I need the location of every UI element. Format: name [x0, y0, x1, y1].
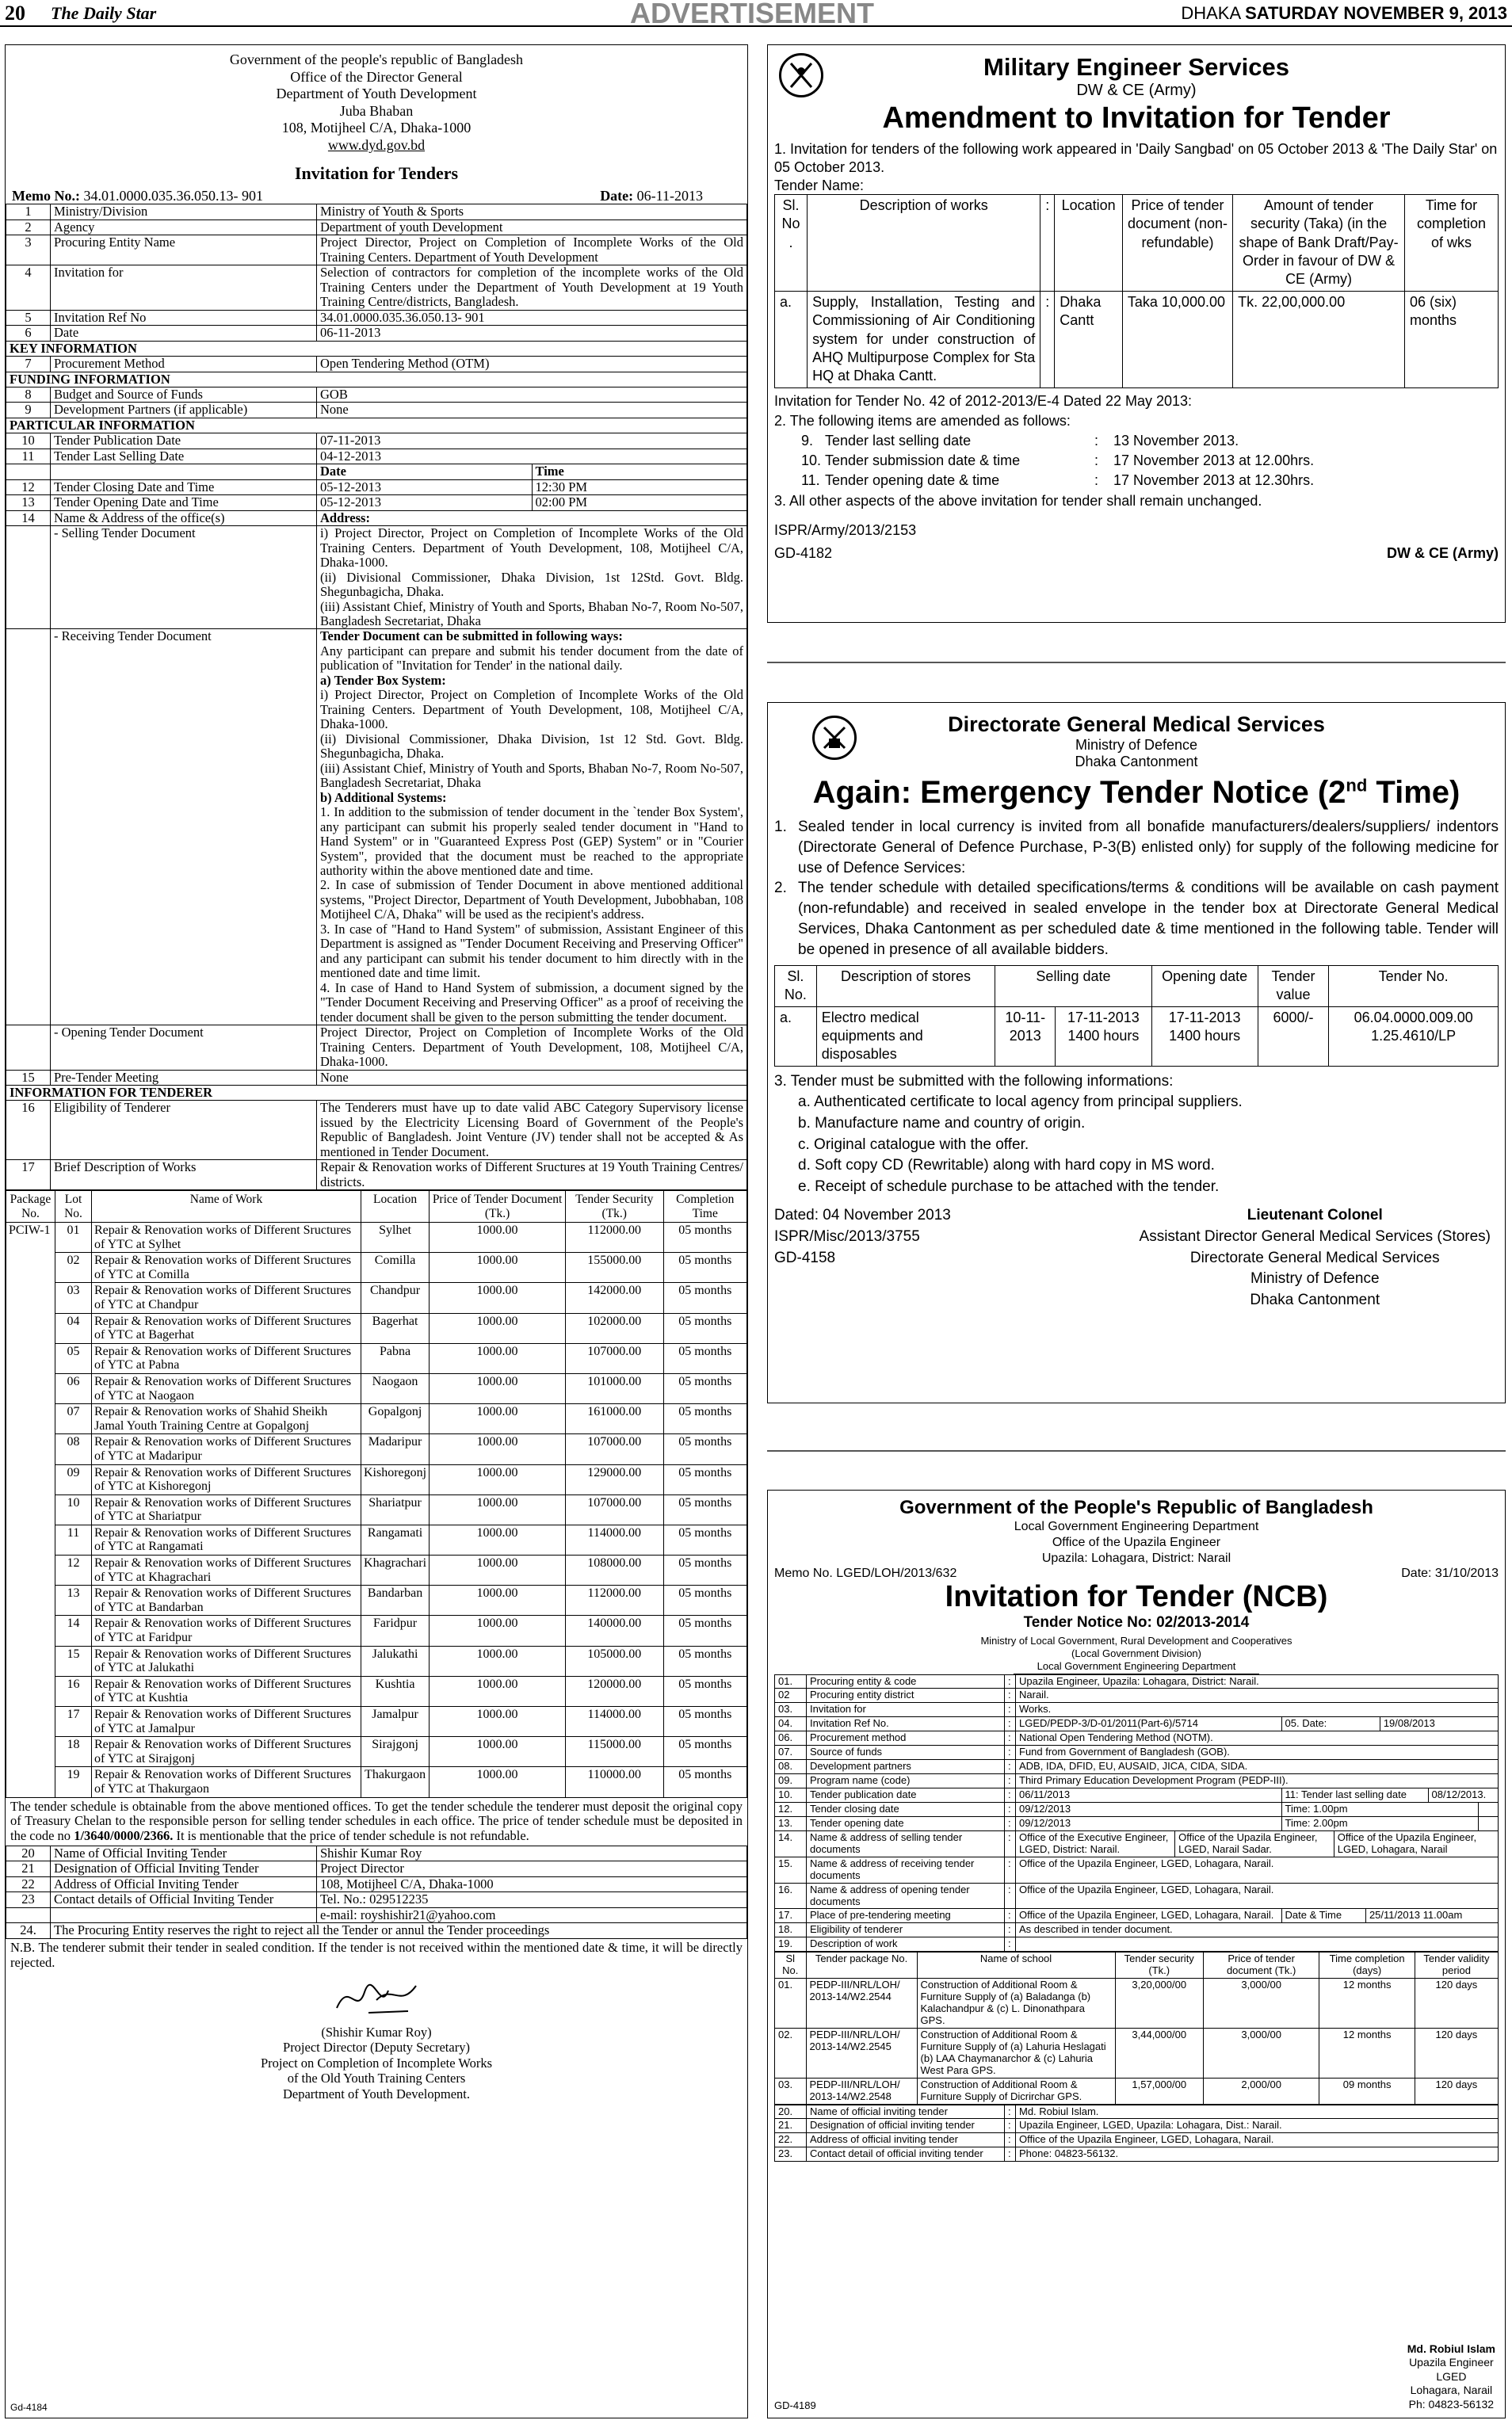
page-header	[0, 0, 1512, 27]
column-header: :	[1040, 194, 1055, 291]
table-row: 04 Repair & Renovation works of Different Sructures of YTC at Bagerhat Bagerhat 1000.00 102000.00 05 months	[6, 1313, 747, 1343]
column-header: Price of Tender Document (Tk.)	[430, 1191, 566, 1223]
dgms-signature: Lieutenant Colonel Assistant Director General Medical Services (Stores) Directorate General Medical Services Ministry of Defence Dhaka Cantonment	[1139, 1207, 1491, 1308]
table-row: 05 Repair & Renovation works of Different Sructures of YTC at Pabna Pabna 1000.00 107000.00 05 months	[6, 1343, 747, 1373]
column-header: Price of tender document (non-refundable)	[1122, 194, 1232, 291]
column-header: Name of Work	[92, 1191, 361, 1223]
dgms-title: Directorate General Medical Services	[948, 712, 1325, 736]
email-link[interactable]: e-mail: royshishir21@yahoo.com	[317, 1907, 747, 1922]
mes-emblem-icon	[779, 53, 823, 97]
dyd-tender-ad	[5, 44, 748, 2418]
lged-tender-ad: Government of the People's Republic of Bangladesh Local Government Engineering Department Office of the Upazila Engineer Upazila: Lohagara, District: Narail Memo No. LGED/LOH/2013/632 Date: 31/10/2013 Invitation for Tender (NCB) Tender Notice No: 02/2013-2014 Ministry of Local Government, Rural Development and Cooperatives (Local Government Division) Local Government Engineering Department 01. Procuring entity & code : Upazila Engineer, Upazila: Lohagara, District: Narail. 02 Procuring entity district : Narail. 03. Invitation for : Works. 04. Invitation Ref No. : LGED/PEDP-3/D-01/2011(Part-6)/5714 05. Date: 19/08/2013 06. Procurement method : National Open Tendering Method (NOTM). 07. Source of funds : Fund from Government of Bangladesh (GOB). 08. Development partners : ADB, IDA, DFID, EU, AUSAID, JICA, CIDA, SIDA. 09. Program name (code) : Third Primary Education Development Program (PEDP-III). 10. Tender publication date : 06/11/2013 11: Tender last selling date 08/12/2013. 12. Tender closing date : 09/12/2013 Time: 1.00pm 13. Tender opening date : 09/12/2013 Time: 2.00pm 14. Name & address of selling tender documents : Office of the Executive Engineer, LGED, District: Narail. Office of the Upazila Engineer, LGED, Narail Sadar. Office of the Upazila Engineer, LGED, Lohagara, Narail 15. Name & address of receiving tender documents : Office of the Upazila Engineer, LGED, Lohagara, Narail. 16. Name & address of opening tender documents : Office of the Upazila Engineer, LGED, Lohagara, Narail. 17. Place of pre-tendering meeting : Office of the Upazila Engineer, LGED, Lohagara, Narail. Date & Time 25/11/2013 11.00am 18. Eligibility of tenderer : As described in tender document. 19. Description of work : Sl No. Tender package No. Name of school Tender security (Tk.) Price of tender document (Tk.) Time completion (days) Tender validity period 01. PEDP-III/NRL/LOH/ 2013-14/W2.2544 Construction of Additional Room & Furniture Supply of (a) Baladanga (b) Kalachandpur & (c) L. Dinonathpara GPS. 3,20,000/00 3,000/00 12 months 120 days 02. PEDP-III/NRL/LOH/ 2013-14/W2.2545 Construction of Additional Room & Furniture Supply of (a) Lahuria Heslagati (b) LAA Chaymanarchor & (c) Lahuria West Para GPS. 3,44,000/00 3,000/00 12 months 120 days 03. PEDP-III/NRL/LOH/ 2013-14/W2.2548 Construction of Additional Room & Furniture Supply of Dicrirchar GPS. 1,57,000/00 2,000/00 09 months 120 days 20. Name of official inviting tender : Md. Robiul Islam. 21. Designation of official inviting tender : Upazila Engineer, LGED, Upazila: Lohagara, Dist.: Narail. 22. Address of official inviting tender : Office of the Upazila Engineer, LGED, Lohagara, Narail. 23. Contact detail of official inviting tender : Phone: 04823-56132. Md. Robiul Islam Upazila Engineer LGED Lohagara, Narail Ph: 04823-56132 GD-4189	[767, 1490, 1506, 2418]
dgms-headline: Again: Emergency Tender Notice (2nd Time)	[812, 775, 1460, 810]
list-item: d. Soft copy CD (Rewritable) along with hard copy in MS word.	[798, 1157, 1215, 1174]
list-item: b. Manufacture name and country of origin.	[798, 1114, 1086, 1132]
mes-signatory: DW & CE (Army)	[1386, 545, 1499, 561]
info-row: 21 Designation of Official Inviting Tender Project Director	[6, 1861, 747, 1876]
dyd-signature-block: (Shishir Kumar Roy) Project Director (Deputy Secretary) Project on Completion of Incomplete Works of the Old Youth Training Centers Department of Youth Development.	[6, 1976, 747, 2101]
info-row: 6 Date 06-11-2013	[6, 326, 747, 341]
amended-item: 11. Tender opening date & time : 17 November 2013 at 12.30hrs.	[801, 472, 1315, 489]
column-header: Tender validity period	[1415, 1953, 1498, 1979]
info-row: 02 Procuring entity district : Narail.	[775, 1689, 1499, 1703]
mes-work-table: Sl. No . Description of works : Location Price of tender document (non-refundable) Amount of tender security (Taka) (in the shape of Bank Draft/Pay-Order in favour of DW & CE (Army) Time for completion of wks a. Supply, Installation, Testing and Commissioning of Air Conditioning system for under construction of AHQ Multipurpose Complex for Sta HQ at Dhaka Cantt. : Dhaka Cantt Taka 10,000.00 Tk. 22,00,000.00 06 (six) months	[774, 194, 1499, 388]
column-header: Amount of tender security (Taka) (in the shape of Bank Draft/Pay-Order in favour of DW & CE (Army)	[1233, 194, 1405, 291]
section-heading: INFORMATION FOR TENDERER	[6, 1086, 747, 1101]
schedule-note: The tender schedule is obtainable from the above mentioned offices. To get the tender schedule the tenderer must deposit the original copy of Treasury Chelan to the responsible person for selling tender schedules in each office. The price of tender schedule must be deposited in the code no 1/3640/0000/2366. It is mentionable that the price of tender schedule is not refundable.	[10, 1798, 743, 1844]
list-item: a. Authenticated certificate to local agency from principal suppliers.	[798, 1094, 1243, 1111]
column-header: Time for completion of wks	[1405, 194, 1499, 291]
column-header: Location	[1055, 194, 1123, 291]
table-row: 02. PEDP-III/NRL/LOH/ 2013-14/W2.2545 Construction of Additional Room & Furniture Supply of (a) Lahuria Heslagati (b) LAA Chaymanarchor & (c) Lahuria West Para GPS. 3,44,000/00 3,000/00 12 months 120 days	[775, 2028, 1499, 2078]
dgms-stores-table: Sl. No. Description of stores Selling date Opening date Tender value Tender No. a. Electro medical equipments and disposables 10-11-2013 17-11-2013 1400 hours 17-11-2013 1400 hours 6000/- 06.04.0000.009.00 1.25.4610/LP	[774, 965, 1499, 1067]
gd-number: GD-4189	[774, 2399, 816, 2411]
selling-offices: i) Project Director, Project on Completion of Incomplete Works of the Old Training Centers. Department of Youth Development, 108, Motijheel C/A, Dhaka-1000. (ii) Divisional Commissioner, Dhaka Division, 1st 12Std. Govt. Bldg. Shegunbagicha, Dhaka. (iii) Assistant Chief, Ministry of Youth and Sports, Bhaban No-7, Room No-507, Bangladesh Secretariat, Dhaka	[317, 526, 747, 629]
info-row: 21. Designation of official inviting tender : Upazila Engineer, LGED, Upazila: Lohagara, Dist.: Narail.	[775, 2119, 1499, 2133]
table-row: 14 Repair & Renovation works of Different Sructures of YTC at Faridpur Faridpur 1000.00 140000.00 05 months	[6, 1616, 747, 1646]
table-row: 18 Repair & Renovation works of Different Sructures of YTC at Sirajgonj Sirajgonj 1000.00 115000.00 05 months	[6, 1737, 747, 1767]
column-header: Sl. No .	[775, 194, 808, 291]
info-row: 10. Tender publication date : 06/11/2013 11: Tender last selling date 08/12/2013.	[775, 1788, 1499, 1803]
table-row: 07 Repair & Renovation works of Shahid Sheikh Jamal Youth Training Centre at Gopalgonj Gopalgonj 1000.00 161000.00 05 months	[6, 1404, 747, 1434]
column-header: Description of works	[808, 194, 1040, 291]
dyd-lots-table	[6, 1190, 747, 1797]
table-row: PCIW-1 01 Repair & Renovation works of Different Sructures of YTC at Sylhet Sylhet 1000.00 112000.00 05 months	[6, 1223, 747, 1253]
table-row: 13 Repair & Renovation works of Different Sructures of YTC at Bandarban Bandarban 1000.00 112000.00 05 months	[6, 1586, 747, 1616]
info-row: 04. Invitation Ref No. : LGED/PEDP-3/D-01/2011(Part-6)/5714 05. Date: 19/08/2013	[775, 1717, 1499, 1731]
mes-title: Military Engineer Services	[983, 53, 1289, 81]
column-rule	[767, 1450, 1506, 1452]
masthead: The Daily Star	[51, 3, 157, 23]
info-row: 12. Tender closing date : 09/12/2013 Time: 1.00pm	[775, 1802, 1499, 1816]
lged-headline: Invitation for Tender (NCB)	[945, 1580, 1328, 1613]
column-header: Sl No.	[775, 1953, 807, 1979]
package-cell: PCIW-1	[6, 1223, 55, 1798]
mes-tender-ad: Military Engineer Services DW & CE (Army) Amendment to Invitation for Tender 1. Invitation for tenders of the following work appeared in 'Daily Sangbad' on 05 October 2013 & 'The Daily Star' on 05 October 2013. Tender Name: Sl. No . Description of works : Location Price of tender document (non-refundable) Amount of tender security (Taka) (in the shape of Bank Draft/Pay-Order in favour of DW & CE (Army) Time for completion of wks a. Supply, Installation, Testing and Commissioning of Air Conditioning system for under construction of AHQ Multipurpose Complex for Sta HQ at Dhaka Cantt. : Dhaka Cantt Taka 10,000.00 Tk. 22,00,000.00 06 (six) months Invitation for Tender No. 42 of 2012-2013/E-4 Dated 22 May 2013: 2. The following items are amended as follows: 9. Tender last selling date : 13 November 2013. 10. Tender submission date & time : 17 November 2013 at 12.00hrs. 11. Tender opening date & time : 17 November 2013 at 12.30hrs. 3. All other aspects of the above invitation for tender shall remain unchanged. ISPR/Army/2013/2153 GD-4182 DW & CE (Army)	[767, 44, 1506, 623]
section-heading: KEY INFORMATION	[6, 341, 747, 356]
info-row: 3 Procuring Entity Name Project Director, Project on Completion of Incomplete Works of the Old Training Centers. Department of Youth Development	[6, 235, 747, 265]
column-header: Lot No.	[55, 1191, 92, 1223]
info-row: 4 Invitation for Selection of contractors for completion of the incomplete works of the Old Training Centers under the Department of Youth Development at 19 Youth Training Centre/districts, Bangladesh.	[6, 265, 747, 310]
column-header: Package No.	[6, 1191, 55, 1223]
table-row: 16 Repair & Renovation works of Different Sructures of YTC at Kushtia Kushtia 1000.00 120000.00 05 months	[6, 1676, 747, 1706]
info-row: 1 Ministry/Division Ministry of Youth & Sports	[6, 204, 747, 219]
column-header: Location	[361, 1191, 430, 1223]
table-row: 02 Repair & Renovation works of Different Sructures of YTC at Comilla Comilla 1000.00 155000.00 05 months	[6, 1253, 747, 1283]
table-row: 08 Repair & Renovation works of Different Sructures of YTC at Madaripur Madaripur 1000.00 107000.00 05 months	[6, 1434, 747, 1464]
table-row: 10 Repair & Renovation works of Different Sructures of YTC at Shariatpur Shariatpur 1000.00 107000.00 05 months	[6, 1494, 747, 1525]
dgms-emblem-icon	[812, 716, 857, 760]
column-rule	[767, 662, 1506, 663]
table-row: 06 Repair & Renovation works of Different Sructures of YTC at Naogaon Naogaon 1000.00 101000.00 05 months	[6, 1373, 747, 1403]
info-row: 13. Tender opening date : 09/12/2013 Time: 2.00pm	[775, 1816, 1499, 1830]
receiving-instructions: Tender Document can be submitted in following ways: Any participant can prepare and submit his tender document from the date of publication of "Invitation for Tender' in the national daily. a) Tender Box System: i) Project Director, Project on Completion of Incomplete Works of the Old Training Centers. Department of Youth Development, 108, Motijheel C/A, Dhaka-1000. (ii) Divisional Commissioner, Dhaka Division, 1st 12 Std. Govt. Bldg. Shegunbagicha, Dhaka. (iii) Assistant Chief, Ministry of Youth and Sports, Bhaban No-7, Room No-507, Bangladesh Secretariat, Dhaka b) Additional Systems: 1. In addition to the submission of tender document in the `tender Box System', any participant can submit his properly sealed tender document in "Hand to Hand System" or in "Guaranteed Express Post (GEP) System" or in "Courier System", provided that the document must be reached to the appropriate authority within the above mentioned date and time. 2. In case of submission of Tender Document in above mentioned additional systems, "Project Director, Department of Youth Development, Jubobhaban, 108 Motijheel C/A, Dhaka" will be used as the recipient's address. 3. In case of "Hand to Hand System" of submission, Assistant Engineer of this Department is assigned as "Tender Document Receiving and Preserving Officer" and any participant can submit his tender document to him directly with in the mentioned date and time limit. 4. In case of Hand to Hand System of submission, a document signed by the "Tender Document Receiving and Preserving Officer" as a proof of receiving the tender document shall be given to the person submitting the tender document.	[317, 629, 747, 1025]
table-row: 09 Repair & Renovation works of Different Sructures of YTC at Kishoregonj Kishoregonj 1000.00 129000.00 05 months	[6, 1464, 747, 1494]
section-heading: FUNDING INFORMATION	[6, 372, 747, 387]
amended-item: 10. Tender submission date & time : 17 November 2013 at 12.00hrs.	[801, 452, 1315, 469]
lged-signature: Md. Robiul Islam Upazila Engineer LGED Lohagara, Narail Ph: 04823-56132	[1407, 2342, 1495, 2411]
info-row: 22. Address of official inviting tender : Office of the Upazila Engineer, LGED, Lohagara, Narail.	[775, 2133, 1499, 2147]
info-row: 03. Invitation for : Works.	[775, 1703, 1499, 1717]
table-row: 01. PEDP-III/NRL/LOH/ 2013-14/W2.2544 Construction of Additional Room & Furniture Supply of (a) Baladanga (b) Kalachandpur & (c) L. Dinonathpara GPS. 3,20,000/00 3,000/00 12 months 120 days	[775, 1979, 1499, 2029]
info-row: 20. Name of official inviting tender : Md. Robiul Islam.	[775, 2105, 1499, 2119]
table-row: 03. PEDP-III/NRL/LOH/ 2013-14/W2.2548 Construction of Additional Room & Furniture Supply of Dicrirchar GPS. 1,57,000/00 2,000/00 09 months 120 days	[775, 2078, 1499, 2104]
info-row: 15. Name & address of receiving tender documents : Office of the Upazila Engineer, LGED, Lohagara, Narail.	[775, 1857, 1499, 1883]
dyd-title: Invitation for Tenders	[294, 162, 459, 183]
section-title: ADVERTISEMENT	[630, 0, 875, 29]
info-row: 16. Name & address of opening tender documents : Office of the Upazila Engineer, LGED, Lohagara, Narail.	[775, 1883, 1499, 1909]
page-number: 20	[5, 2, 25, 25]
info-row: 06. Procurement method : National Open Tendering Method (NOTM).	[775, 1731, 1499, 1746]
dyd-official-table: 20 Name of Official Inviting Tender Shishir Kumar Roy 21 Designation of Official Inviting Tender Project Director 22 Address of Official Inviting Tender 108, Motijheel C/A, Dhaka-1000 23 Contact details of Official Inviting Tender Tel. No.: 029512235 e-mail: royshishir21@yahoo.com 24. The Procuring Entity reserves the right to reject all the Tender or annul the Tender proceedings	[6, 1846, 747, 1939]
lged-official-table	[774, 2105, 1499, 2163]
list-item: e. Receipt of schedule purchase to be attached with the tender.	[798, 1178, 1220, 1195]
dyd-gov-heading: Government of the people's republic of Bangladesh Office of the Director General Department of Youth Development Juba Bhaban 108, Motijheel C/A, Dhaka-1000 www.dyd.gov.bd	[6, 52, 747, 155]
lged-package-table	[774, 1952, 1499, 2104]
section-heading: PARTICULAR INFORMATION	[6, 418, 747, 433]
lged-info-table: 01. Procuring entity & code : Upazila Engineer, Upazila: Lohagara, District: Narail. 02 Procuring entity district : Narail. 03. Invitation for : Works. 04. Invitation Ref No. : LGED/PEDP-3/D-01/2011(Part-6)/5714 05. Date: 19/08/2013 06. Procurement method : National Open Tendering Method (NOTM). 07. Source of funds : Fund from Government of Bangladesh (GOB). 08. Development partners : ADB, IDA, DFID, EU, AUSAID, JICA, CIDA, SIDA. 09. Program name (code) : Third Primary Education Development Program (PEDP-III). 10. Tender publication date : 06/11/2013 11: Tender last selling date 08/12/2013. 12. Tender closing date : 09/12/2013 Time: 1.00pm 13. Tender opening date : 09/12/2013 Time: 2.00pm 14. Name & address of selling tender documents : Office of the Executive Engineer, LGED, District: Narail. Office of the Upazila Engineer, LGED, Narail Sadar. Office of the Upazila Engineer, LGED, Lohagara, Narail 15. Name & address of receiving tender documents : Office of the Upazila Engineer, LGED, Lohagara, Narail. 16. Name & address of opening tender documents : Office of the Upazila Engineer, LGED, Lohagara, Narail. 17. Place of pre-tendering meeting : Office of the Upazila Engineer, LGED, Lohagara, Narail. Date & Time 25/11/2013 11.00am 18. Eligibility of tenderer : As described in tender document. 19. Description of work :	[774, 1674, 1499, 1953]
column-header: Time completion (days)	[1319, 1953, 1415, 1979]
table-row: 15 Repair & Renovation works of Different Sructures of YTC at Jalukathi Jalukathi 1000.00 105000.00 05 months	[6, 1646, 747, 1676]
info-row: 23. Contact detail of official inviting tender : Phone: 04823-56132.	[775, 2147, 1499, 2162]
signature-mark	[321, 1976, 432, 2021]
nb-note: N.B. The tenderer submit their tender in sealed condition. If the tender is not received within the mentioned date & time, it will be directly rejected.	[10, 1939, 743, 1970]
table-row: 17 Repair & Renovation works of Different Sructures of YTC at Jamalpur Jamalpur 1000.00 114000.00 05 months	[6, 1707, 747, 1737]
column-header: Tender security (Tk.)	[1115, 1953, 1203, 1979]
column-header: Price of tender document (Tk.)	[1203, 1953, 1319, 1979]
info-row: 09. Program name (code) : Third Primary Education Development Program (PEDP-III).	[775, 1774, 1499, 1788]
column-header: Completion Time	[663, 1191, 746, 1223]
info-row: 08. Development partners : ADB, IDA, DFID, EU, AUSAID, JICA, CIDA, SIDA.	[775, 1760, 1499, 1774]
dyd-memo-line: Memo No.: 34.01.0000.035.36.050.13- 901 Date: 06-11-2013	[12, 188, 703, 204]
dateline: DHAKA SATURDAY NOVEMBER 9, 2013	[1181, 3, 1507, 23]
info-row: 01. Procuring entity & code : Upazila Engineer, Upazila: Lohagara, District: Narail.	[775, 1674, 1499, 1689]
list-item: c. Original catalogue with the offer.	[798, 1136, 1029, 1153]
mes-headline: Amendment to Invitation for Tender	[882, 101, 1391, 135]
info-row: 23 Contact details of Official Inviting Tender Tel. No.: 029512235	[6, 1892, 747, 1907]
info-row: 20 Name of Official Inviting Tender Shishir Kumar Roy	[6, 1846, 747, 1861]
table-row: 03 Repair & Renovation works of Different Sructures of YTC at Chandpur Chandpur 1000.00 142000.00 05 months	[6, 1283, 747, 1313]
dyd-info-table: 1 Ministry/Division Ministry of Youth & Sports 2 Agency Department of youth Development 3 Procuring Entity Name Project Director, Project on Completion of Incomplete Works of the Old Training Centers. Department of Youth Development 4 Invitation for Selection of contractors for completion of the incomplete works of the Old Training Centers under the Department of Youth Development at 19 Youth Training Centre/districts, Bangladesh. 5 Invitation Ref No 34.01.0000.035.36.050.13- 901 6 Date 06-11-2013 KEY INFORMATION 7 Procurement Method Open Tendering Method (OTM) FUNDING INFORMATION 8 Budget and Source of Funds GOB 9 Development Partners (if applicable) None PARTICULAR INFORMATION 10 Tender Publication Date 07-11-2013 11 Tender Last Selling Date 04-12-2013 Date Time 12 Tender Closing Date and Time 05-12-2013 12:30 PM 13 Tender Opening Date and Time 05-12-2013 02:00 PM 14 Name & Address of the office(s) Address: - Selling Tender Document i) Project Director, Project on Completion of Incomplete Works of the Old Training Centers. Department of Youth Development, 108, Motijheel C/A, Dhaka-1000. (ii) Divisional Commissioner, Dhaka Division, 1st 12Std. Govt. Bldg. Shegunbagicha, Dhaka. (iii) Assistant Chief, Ministry of Youth and Sports, Bhaban No-7, Room No-507, Bangladesh Secretariat, Dhaka - Receiving Tender Document Tender Document can be submitted in following ways: Any participant can prepare and submit his tender document from the date of publication of "Invitation for Tender' in the national daily. a) Tender Box System: i) Project Director, Project on Completion of Incomplete Works of the Old Training Centers. Department of Youth Development, 108, Motijheel C/A, Dhaka-1000. (ii) Divisional Commissioner, Dhaka Division, 1st 12 Std. Govt. Bldg. Shegunbagicha, Dhaka. (iii) Assistant Chief, Ministry of Youth and Sports, Bhaban No-7, Room No-507, Bangladesh Secretariat, Dhaka b) Additional Systems: 1. In addition to the submission of tender document in the `tender Box System', any participant can submit his properly sealed tender document in "Hand to Hand System" or in "Guaranteed Express Post (GEP) System" or in "Courier System", provided that the document must be reached to the appropriate authority within the above mentioned date and time. 2. In case of submission of Tender Document in above mentioned additional systems, "Project Director, Department of Youth Development, Jubobhaban, 108 Motijheel C/A, Dhaka" will be used as the recipient's address. 3. In case of "Hand to Hand System" of submission, Assistant Engineer of this Department is assigned as "Tender Document Receiving and Preserving Officer" and any participant can submit his tender document to him directly with in the mentioned date and time limit. 4. In case of Hand to Hand System of submission, a document signed by the "Tender Document Receiving and Preserving Officer" as a proof of receiving the tender document shall be given to the person submitting the tender document. - Opening Tender Document Project Director, Project on Completion of Incomplete Works of the Old Training Centers. Department of Youth Development, 108, Motijheel C/A, Dhaka-1000. 15 Pre-Tender Meeting None INFORMATION FOR TENDERER 16 Eligibility of Tenderer The Tenderers must have up to date valid ABC Category Supervisory license issued by the Electricity Licensing Board of Government of the People's Republic of Bangladesh. Joint Venture (JV) tender shall not be accepted & As mentioned in Tender Document. 17 Brief Description of Works Repair & Renovation works of Different Sructures at 19 Youth Training Centres/ districts.	[6, 204, 747, 1190]
dyd-website-link[interactable]: www.dyd.gov.bd	[327, 136, 426, 153]
table-row: 11 Repair & Renovation works of Different Sructures of YTC at Rangamati Rangamati 1000.00 114000.00 05 months	[6, 1525, 747, 1555]
info-row: 5 Invitation Ref No 34.01.0000.035.36.050.13- 901	[6, 310, 747, 325]
column-header: Name of school	[917, 1953, 1115, 1979]
info-row: 2 Agency Department of youth Development	[6, 219, 747, 235]
table-row: 12 Repair & Renovation works of Different Sructures of YTC at Khagrachari Khagrachari 1000.00 108000.00 05 months	[6, 1556, 747, 1586]
gd-number: Gd-4184	[10, 2402, 48, 2413]
dgms-tender-ad: Directorate General Medical Services Ministry of Defence Dhaka Cantonment Again: Emergency Tender Notice (2nd Time) 1. Sealed tender in local currency is invited from all bonafide manufacturers/dealers/suppliers/ indentors (Directorate General of Defence Purchase, P-3(B) enlisted only) for supply of the following medicine for use of Defence Services: 2. The tender schedule with detailed specifications/terms & conditions will be available on cash payment (non-refundable) and received in sealed envelope in the tender box at Directorate General Medical Services, Dhaka Cantonment as per scheduled date & time mentioned in the following table. Tender will be opened in presence of all available bidders. Sl. No. Description of stores Selling date Opening date Tender value Tender No. a. Electro medical equipments and disposables 10-11-2013 17-11-2013 1400 hours 17-11-2013 1400 hours 6000/- 06.04.0000.009.00 1.25.4610/LP 3. Tender must be submitted with the following informations: a. Authenticated certificate to local agency from principal suppliers. b. Manufacture name and country of origin. c. Original catalogue with the offer. d. Soft copy CD (Rewritable) along with hard copy in MS word. e. Receipt of schedule purchase to be attached with the tender. Dated: 04 November 2013 ISPR/Misc/2013/3755 GD-4158 Lieutenant Colonel Assistant Director General Medical Services (Stores) Directorate General Medical Services Ministry of Defence Dhaka Cantonment	[767, 702, 1506, 1403]
column-header: Tender package No.	[806, 1953, 917, 1979]
table-row: 19 Repair & Renovation works of Different Sructures of YTC at Thakurgaon Thakurgaon 1000.00 110000.00 05 months	[6, 1767, 747, 1797]
amended-item: 9. Tender last selling date : 13 November 2013.	[801, 433, 1239, 449]
column-header: Tender Security (Tk.)	[566, 1191, 664, 1223]
info-row: 07. Source of funds : Fund from Government of Bangladesh (GOB).	[775, 1746, 1499, 1760]
lged-title: Government of the People's Republic of Bangladesh	[899, 1497, 1373, 1518]
info-row: 22 Address of Official Inviting Tender 108, Motijheel C/A, Dhaka-1000	[6, 1876, 747, 1891]
